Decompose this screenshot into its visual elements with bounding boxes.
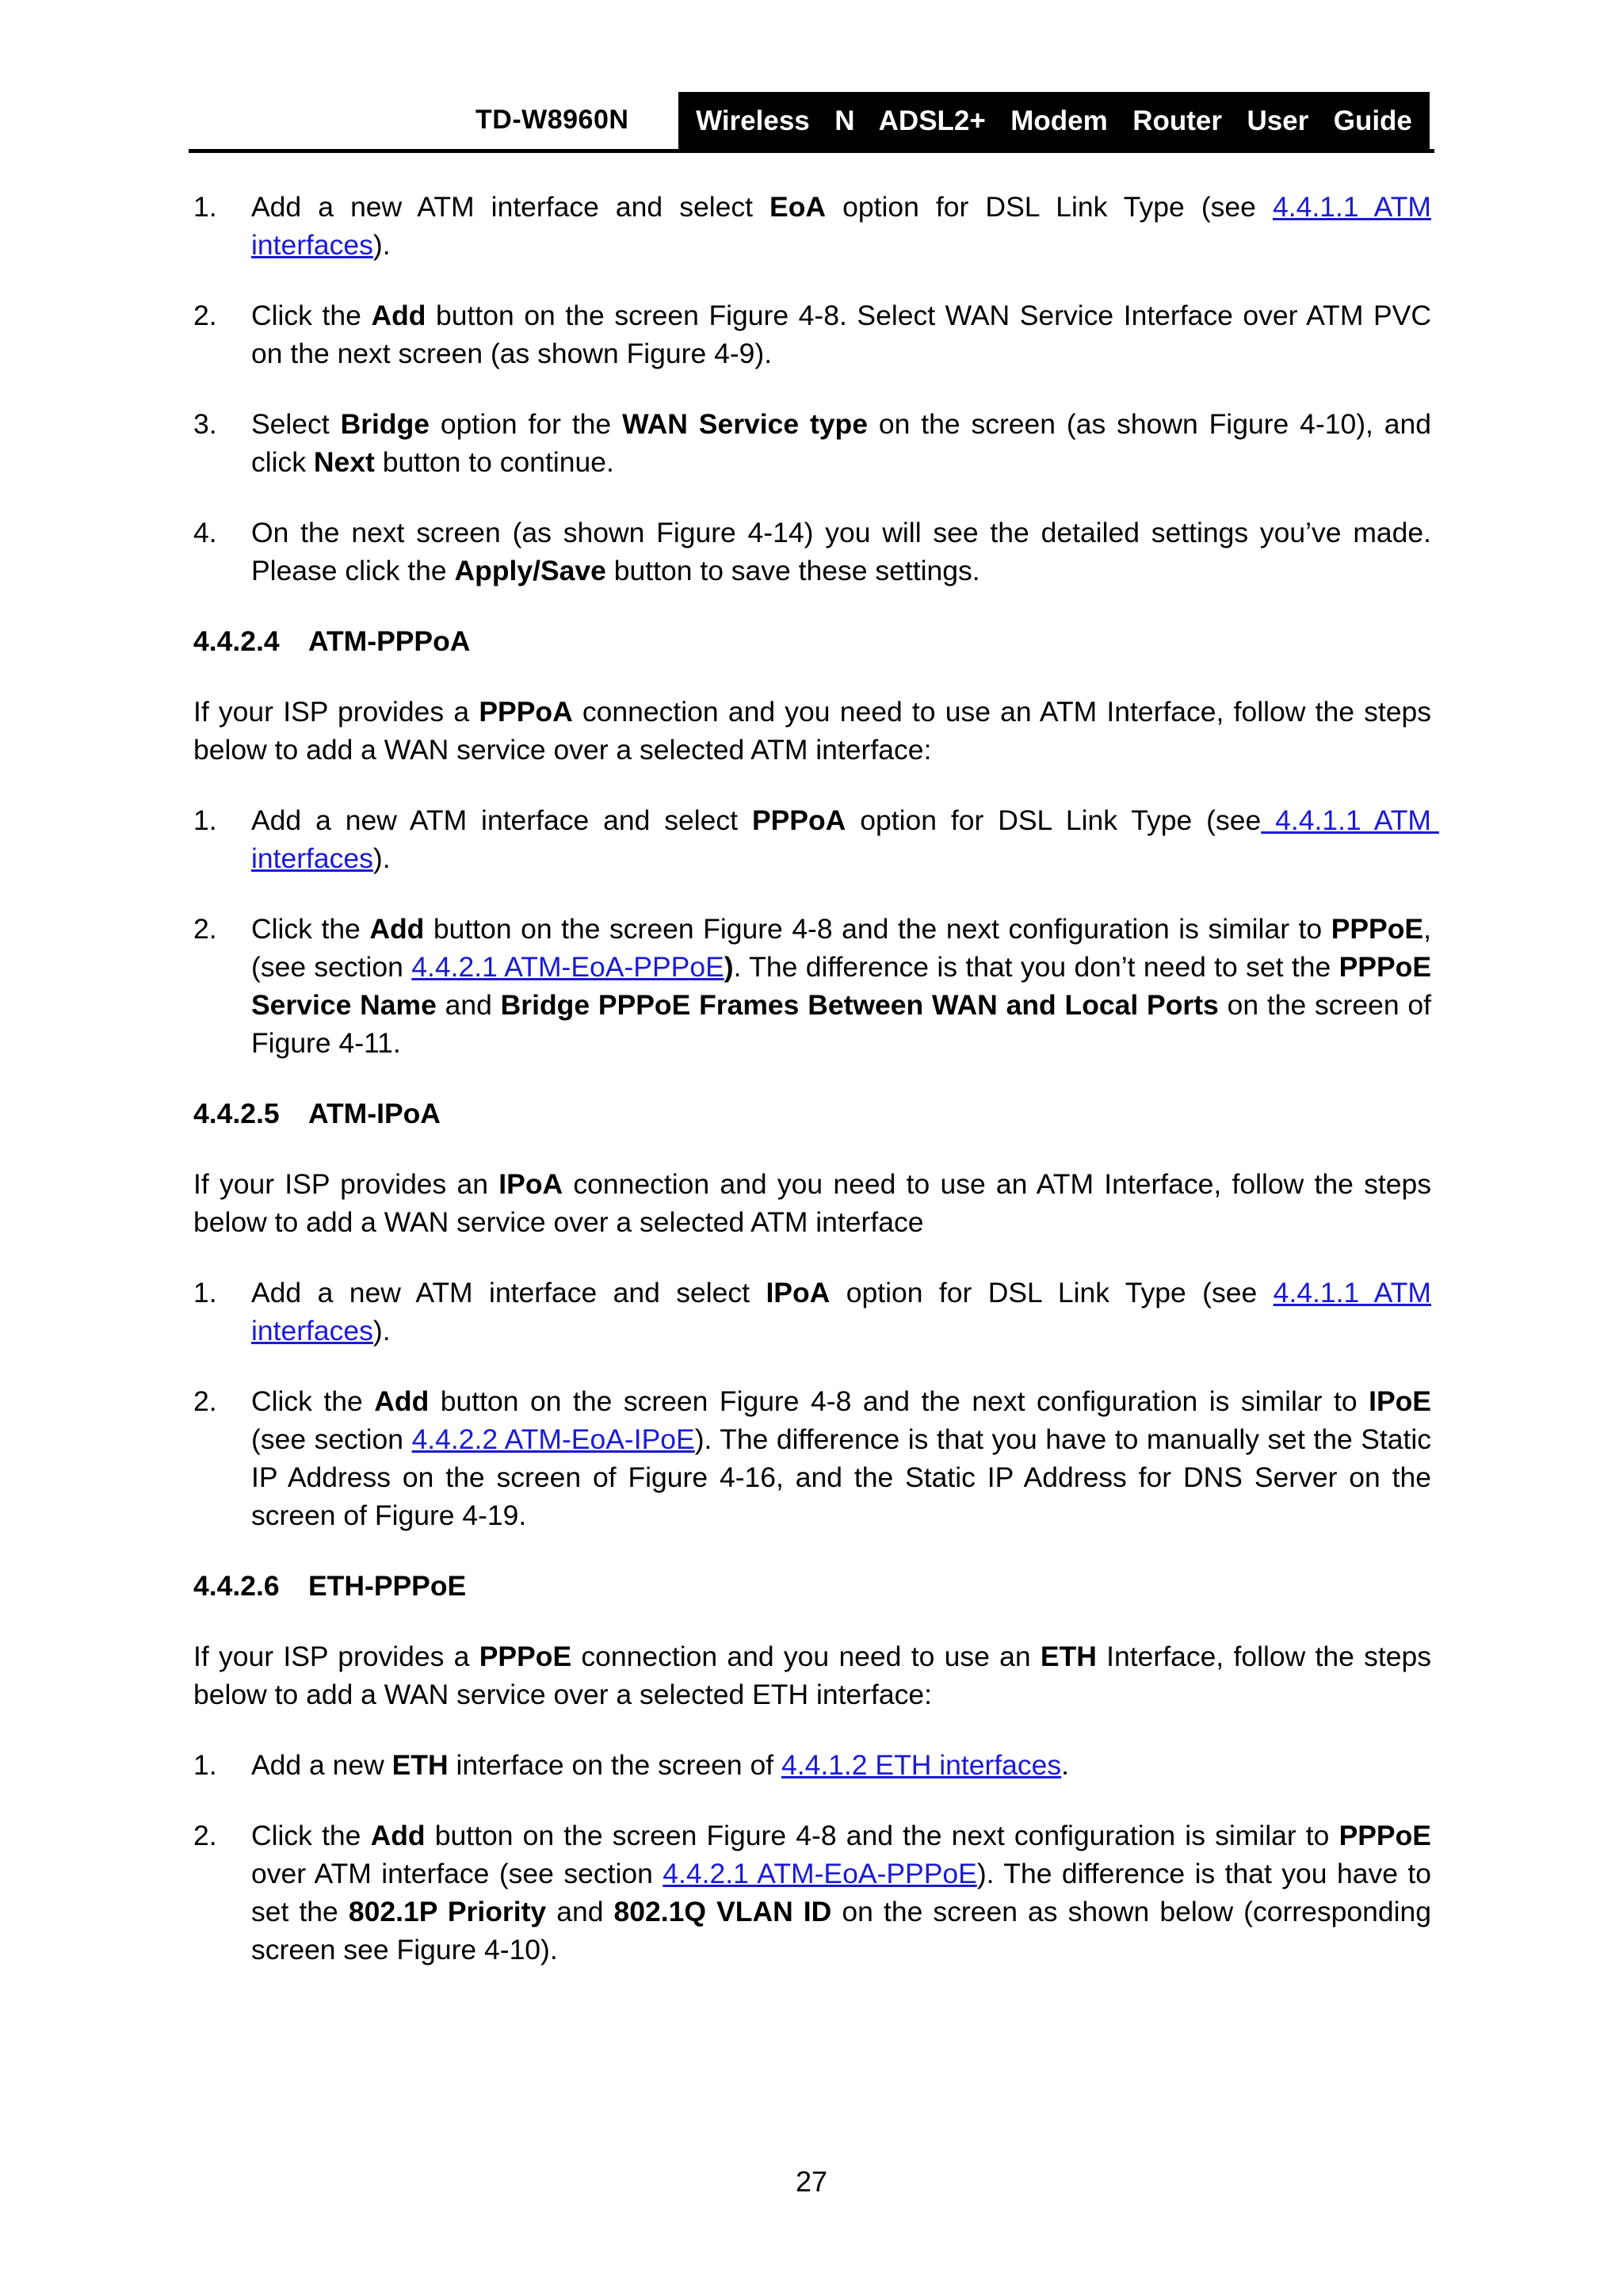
list-item: 1. Add a new ETH interface on the screen of 4.4.1.2 ETH interfaces. bbox=[193, 1746, 1431, 1784]
list-item: 4. On the next screen (as shown Figure 4-14) you will see the detailed settings you’ve made. Please click the Apply/Save button to save these settings. bbox=[193, 514, 1431, 590]
section-title: ETH-PPPoE bbox=[308, 1570, 467, 1602]
link-atm-eoa-ipoe[interactable]: 4.4.2.2 ATM-EoA-IPoE bbox=[411, 1423, 695, 1455]
header-title: Wireless N ADSL2+ Modem Router User Guide bbox=[696, 105, 1412, 136]
list-item: 3. Select Bridge option for the WAN Service type on the screen (as shown Figure 4-10), and click Next button to continue. bbox=[193, 405, 1431, 481]
list-number: 2. bbox=[193, 300, 217, 331]
list-number: 2. bbox=[193, 1385, 217, 1417]
link-atm-eoa-pppoe[interactable]: 4.4.2.1 ATM-EoA-PPPoE bbox=[411, 951, 724, 983]
list-number: 1. bbox=[193, 1277, 217, 1308]
section-heading bbox=[193, 622, 1431, 660]
list-number: 3. bbox=[193, 408, 217, 440]
list-number: 4. bbox=[193, 517, 217, 548]
section-number: 4.4.2.4 bbox=[193, 625, 280, 657]
link-atm-interfaces[interactable]: 4.4.1.1 ATM interfaces bbox=[251, 804, 1439, 874]
section-title: ATM-IPoA bbox=[308, 1098, 441, 1129]
section-title: ATM-PPPoA bbox=[308, 625, 471, 657]
list-number: 1. bbox=[193, 1749, 217, 1781]
paragraph: If your ISP provides a PPPoA connection and you need to use an ATM Interface, follow the steps below to add a WAN service over a selected ATM interface: bbox=[193, 696, 1431, 766]
link-atm-interfaces[interactable]: 4.4.1.1 ATM interfaces bbox=[251, 191, 1431, 261]
header-model: TD-W8960N bbox=[475, 105, 629, 135]
list-number: 1. bbox=[193, 804, 217, 836]
header-title-box bbox=[678, 92, 1430, 151]
list-item: 1. Add a new ATM interface and select PPPoA option for DSL Link Type (see 4.4.1.1 ATM interfaces). bbox=[193, 801, 1431, 877]
page-number: 27 bbox=[795, 2165, 828, 2198]
section-heading bbox=[193, 1567, 1431, 1605]
list-number: 2. bbox=[193, 1820, 217, 1851]
link-atm-interfaces[interactable]: 4.4.1.1 ATM interfaces bbox=[251, 1277, 1431, 1347]
list-item: 2. Click the Add button on the screen Figure 4-8 and the next configuration is similar to PPPoE over ATM interface (see section 4.4.2.1 ATM-EoA-PPPoE). The difference is that you have to set the 802.1P Priority and 802.1Q VLAN ID on the screen as shown below (corresponding screen see Figure 4-10). bbox=[193, 1817, 1431, 1969]
paragraph: If your ISP provides an IPoA connection and you need to use an ATM Interface, follow the steps below to add a WAN service over a selected ATM interface bbox=[193, 1168, 1431, 1238]
list-item: 2. Click the Add button on the screen Figure 4-8 and the next configuration is similar to IPoE (see section 4.4.2.2 ATM-EoA-IPoE). The difference is that you have to manually set the Static IP Address on the screen of Figure 4-16, and the Static IP Address for DNS Server on the screen of Figure 4-19. bbox=[193, 1382, 1431, 1534]
link-eth-interfaces[interactable]: 4.4.1.2 ETH interfaces bbox=[781, 1749, 1062, 1781]
paragraph: If your ISP provides a PPPoE connection and you need to use an ETH Interface, follow the steps below to add a WAN service over a selected ETH interface: bbox=[193, 1641, 1431, 1710]
list-number: 1. bbox=[193, 191, 217, 223]
page-content bbox=[193, 188, 1439, 2001]
list-number: 2. bbox=[193, 913, 217, 945]
link-atm-eoa-pppoe[interactable]: 4.4.2.1 ATM-EoA-PPPoE bbox=[663, 1858, 977, 1889]
list-item: 1. Add a new ATM interface and select EoA option for DSL Link Type (see 4.4.1.1 ATM interfaces). bbox=[193, 188, 1431, 264]
section-number: 4.4.2.5 bbox=[193, 1098, 280, 1129]
header-rule bbox=[189, 149, 1434, 153]
list-item: 2. Click the Add button on the screen Figure 4-8. Select WAN Service Interface over ATM PVC on the next screen (as shown Figure 4-9). bbox=[193, 296, 1431, 372]
section-number: 4.4.2.6 bbox=[193, 1570, 280, 1602]
list-item: 1. Add a new ATM interface and select IPoA option for DSL Link Type (see 4.4.1.1 ATM interfaces). bbox=[193, 1274, 1431, 1350]
list-item: 2. Click the Add button on the screen Figure 4-8 and the next configuration is similar to PPPoE, (see section 4.4.2.1 ATM-EoA-PPPoE). The difference is that you don’t need to set the PPPoE Service Name and Bridge PPPoE Frames Between WAN and Local Ports on the screen of Figure 4-11. bbox=[193, 910, 1431, 1062]
section-heading bbox=[193, 1095, 1431, 1133]
